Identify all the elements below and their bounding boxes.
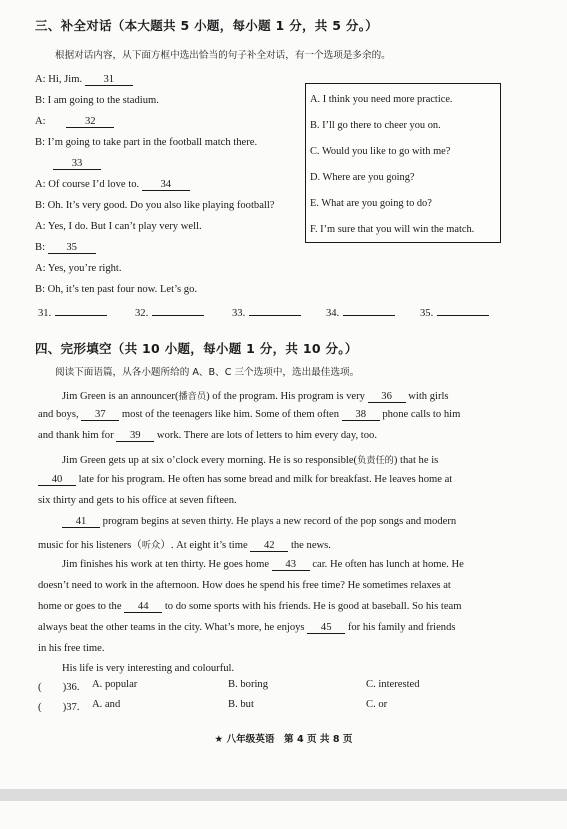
dialog-text: A:	[35, 116, 49, 127]
passage-text: ）. At eight it’s time	[160, 540, 251, 551]
answer-blank[interactable]	[343, 305, 395, 316]
dialog-text: B: Oh. It’s very good. Do you also like playing football?	[35, 200, 275, 211]
dialog-line	[35, 179, 190, 191]
dialog-text: B: I’m going to take part in the football match there.	[35, 137, 258, 148]
passage-blank: 37	[81, 409, 119, 421]
passage-line	[62, 663, 234, 674]
passage-line	[38, 601, 461, 613]
passage-line	[62, 559, 464, 571]
chinese-gloss: 听众	[141, 540, 161, 551]
passage-blank: 40	[38, 474, 76, 486]
option-item: E. What are you going to do?	[310, 198, 432, 209]
passage-text: home or goes to the	[38, 601, 125, 612]
choice-a[interactable]: A. and	[92, 699, 121, 710]
answer-label: 31.	[38, 308, 52, 319]
dialog-text: A: Hi, Jim.	[35, 74, 85, 85]
passage-text: car. He often has lunch at home. He	[309, 559, 464, 570]
dialog-text: A: Yes, I do. But I can’t play very well.	[35, 221, 202, 232]
passage-text: six thirty and gets to his office at seven fifteen.	[38, 495, 237, 506]
passage-line	[38, 537, 331, 552]
option-item: D. Where are you going?	[310, 172, 415, 183]
dialog-blank: 34	[142, 179, 190, 191]
dialog-line	[35, 137, 257, 148]
passage-blank: 41	[62, 516, 100, 528]
dialog-line	[35, 200, 275, 211]
passage-text: program begins at seven thirty. He plays a new record of the pop songs and modern	[100, 516, 457, 527]
option-item: F. I’m sure that you will win the match.	[310, 224, 475, 235]
answer-blank[interactable]	[55, 305, 107, 316]
choice-b[interactable]: B. but	[228, 699, 254, 710]
passage-blank: 43	[272, 559, 310, 571]
bottom-bar	[0, 789, 567, 801]
passage-text: to do some sports with his friends. He is good at baseball. So his team	[162, 601, 462, 612]
dialog-text: A: Yes, you’re right.	[35, 263, 122, 274]
passage-text: always beat the other teams in the city. What’s more, he enjoys	[38, 622, 308, 633]
answer-label: 35.	[420, 308, 434, 319]
dialog-text: A: Of course I’d love to.	[35, 179, 142, 190]
answer-label: 33.	[232, 308, 246, 319]
passage-text: the news.	[288, 540, 331, 551]
dialog-line	[35, 242, 96, 254]
passage-text: in his free time.	[38, 643, 105, 654]
passage-blank: 44	[124, 601, 162, 613]
dialog-line	[35, 263, 122, 274]
dialog-blank: 35	[48, 242, 96, 254]
dialog-text: B: I am going to the stadium.	[35, 95, 159, 106]
passage-line	[38, 580, 451, 591]
section3-instruction: 根据对话内容，从下面方框中选出恰当的句子补全对话，有一个选项是多余的。	[55, 50, 391, 61]
dialog-line	[35, 221, 202, 232]
section3-heading: 三、补全对话（本大题共 5 小题，每小题 1 分，共 5 分。）	[35, 18, 379, 33]
passage-blank: 42	[250, 540, 288, 552]
passage-line	[38, 430, 377, 442]
question-number: ( )36.	[38, 682, 80, 693]
passage-text: and boys,	[38, 409, 82, 420]
answer-slot	[232, 305, 301, 319]
question-number: ( )37.	[38, 702, 80, 713]
passage-text: Jim Green gets up at six o’clock every morning. He is so responsible(	[62, 455, 358, 466]
passage-text: ) that he is	[393, 455, 439, 466]
passage-text: most of the teenagers like him. Some of them often	[119, 409, 342, 420]
passage-blank: 38	[342, 409, 380, 421]
chinese-gloss: 负责任的	[357, 455, 394, 466]
answer-slot	[420, 305, 489, 319]
passage-text: His life is very interesting and colourful.	[62, 663, 235, 674]
page-footer: ★ 八年级英语 第 4 页 共 8 页	[214, 734, 353, 745]
passage-line	[38, 474, 452, 486]
passage-line	[38, 643, 105, 654]
answer-slot	[326, 305, 395, 319]
choice-c[interactable]: C. interested	[366, 679, 420, 690]
section4-instruction: 阅读下面语篇，从各小题所给的 A、B、C 三个选项中，选出最佳选项。	[55, 367, 360, 378]
passage-blank: 36	[368, 391, 406, 403]
dialog-blank: 31	[85, 74, 133, 86]
passage-blank: 39	[116, 430, 154, 442]
passage-line	[62, 388, 449, 403]
dialog-blank: 32	[66, 116, 114, 128]
passage-line	[38, 622, 456, 634]
dialog-line	[35, 116, 114, 128]
chinese-gloss: 播音员	[178, 391, 207, 402]
dialog-line	[35, 74, 133, 86]
answer-blank[interactable]	[437, 305, 489, 316]
passage-text: for his family and friends	[345, 622, 456, 633]
passage-text: and thank him for	[38, 430, 117, 441]
answer-label: 34.	[326, 308, 340, 319]
answer-slot	[38, 305, 107, 319]
dialog-blank: 33	[53, 158, 101, 170]
dialog-text: B: Oh, it’s ten past four now. Let’s go.	[35, 284, 198, 295]
section4-heading: 四、完形填空（共 10 小题，每小题 1 分，共 10 分。）	[35, 341, 358, 356]
choice-b[interactable]: B. boring	[228, 679, 269, 690]
passage-line	[38, 495, 237, 506]
passage-line	[62, 452, 438, 466]
dialog-line	[35, 95, 159, 106]
passage-text: phone calls to him	[379, 409, 461, 420]
passage-text: ) of the program. His program is very	[206, 391, 368, 402]
answer-label: 32.	[135, 308, 149, 319]
dialog-text: B:	[35, 242, 48, 253]
dialog-line	[53, 158, 101, 170]
choice-c[interactable]: C. or	[366, 699, 388, 710]
option-item: B. I’ll go there to cheer you on.	[310, 120, 441, 131]
passage-text: Jim Green is an announcer(	[62, 391, 179, 402]
passage-line	[62, 516, 456, 528]
passage-blank: 45	[307, 622, 345, 634]
option-item: A. I think you need more practice.	[310, 94, 453, 105]
dialog-line	[35, 284, 197, 295]
passage-text: late for his program. He often has some bread and milk for breakfast. He leaves home at	[76, 474, 453, 485]
answer-blank[interactable]	[152, 305, 204, 316]
answer-slot	[135, 305, 204, 319]
passage-text: with girls	[405, 391, 449, 402]
passage-text: work. There are lots of letters to him every day, too.	[154, 430, 377, 441]
passage-text: Jim finishes his work at ten thirty. He goes home	[62, 559, 272, 570]
choice-a[interactable]: A. popular	[92, 679, 138, 690]
passage-line	[38, 409, 460, 421]
options-box	[305, 83, 501, 243]
passage-text: doesn’t need to work in the afternoon. How does he spend his free time? He sometimes relaxes at	[38, 580, 451, 591]
option-item: C. Would you like to go with me?	[310, 146, 451, 157]
answer-blank[interactable]	[249, 305, 301, 316]
passage-text: music for his listeners（	[38, 540, 142, 551]
